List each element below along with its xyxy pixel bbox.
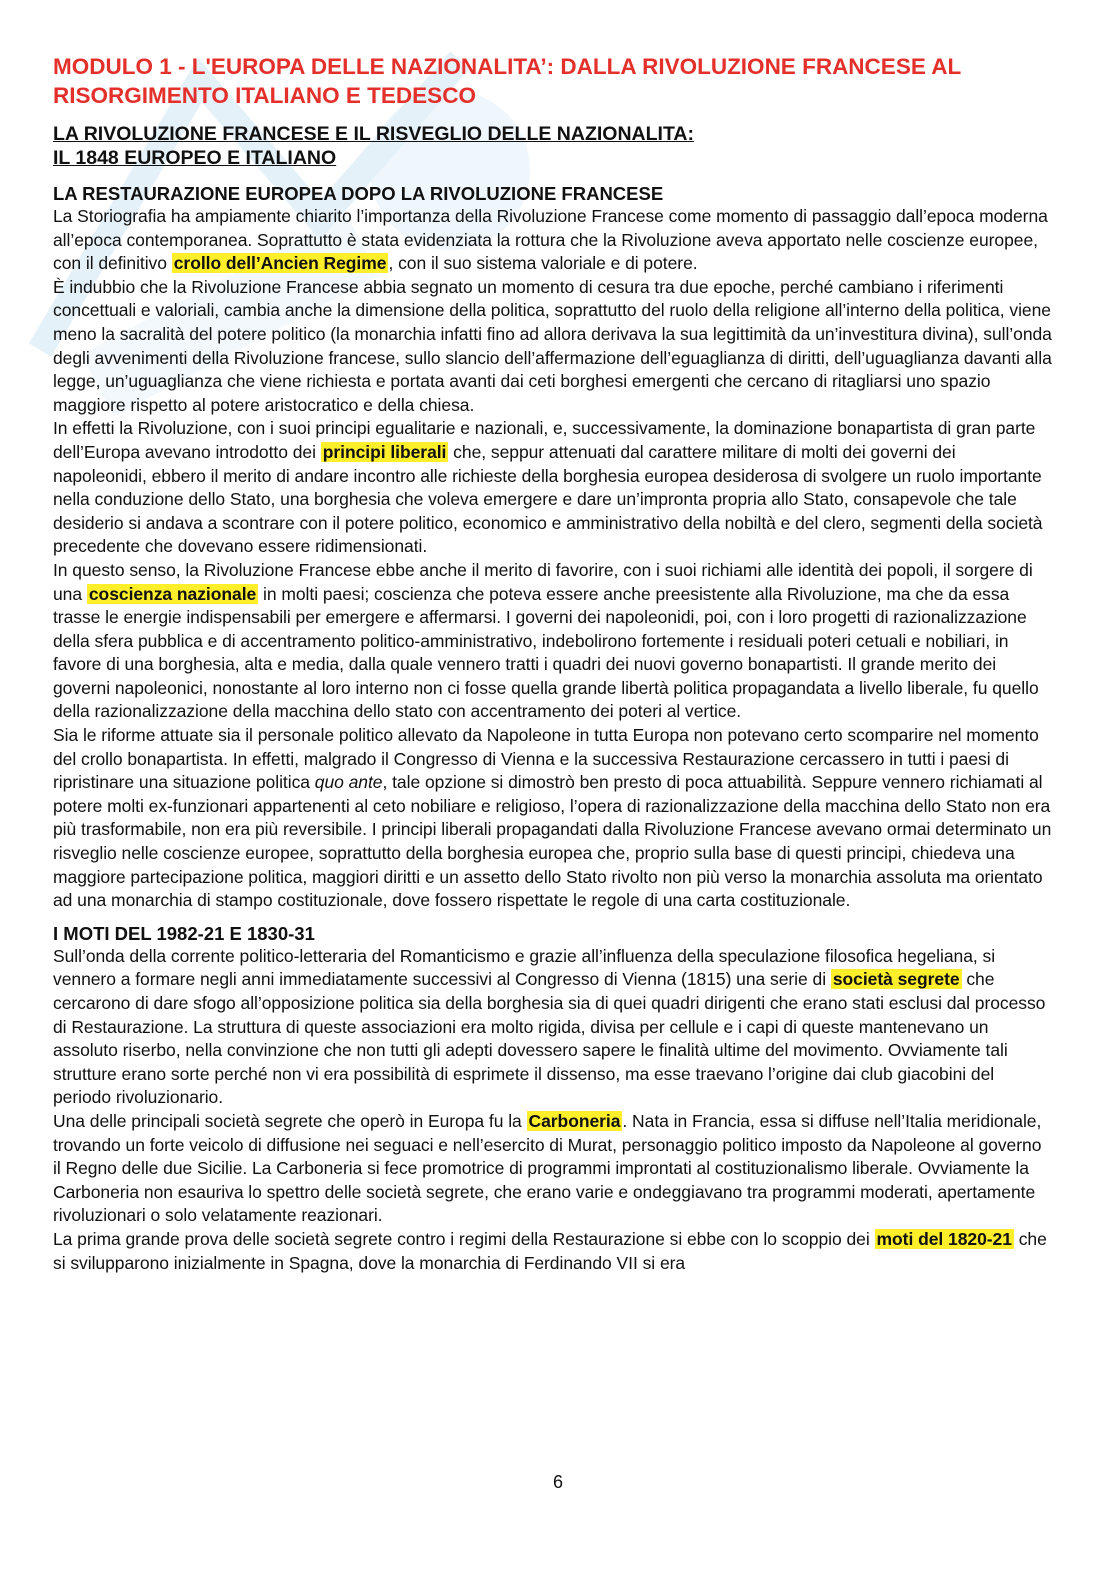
paragraph-6 — [53, 945, 1053, 1110]
highlight-coscienza-nazionale: coscienza nazionale — [88, 583, 257, 604]
section-title-line1: LA RIVOLUZIONE FRANCESE E IL RISVEGLIO DELLE NAZIONALITA: — [53, 123, 694, 145]
section-title-line2: IL 1848 EUROPEO E ITALIANO — [53, 147, 337, 169]
paragraph-6-text-end: che cercarono di dare sfogo all’opposizione politica sia della borghesia sia di quei quadri dirigenti che erano stati esclusi dal processo di Restaurazione. La struttura di queste associazioni era molto rigida, divisa per cellule e i capi di queste mantenevano un assoluto riserbo, nella convinzione che non tutti gli adepti dovessero sapere le finalità ultime del movimento. Ovviamente tali strutture erano sorte perché non vi era possibilità di esprimete il dissenso, ma esse traevano l’origine dai club giacobini del periodo rivoluzionario. — [53, 969, 1046, 1108]
paragraph-4-text: In questo senso, la Rivoluzione Francese ebbe anche il merito di favorire, con i suoi richiami alle identità dei popoli, il sorgere di una — [53, 559, 1033, 604]
paragraph-1-text-end: , con il suo sistema valoriale e di potere. — [388, 253, 698, 274]
subsection-title-moti: I MOTI DEL 1982-21 E 1830-31 — [53, 922, 315, 944]
paragraph-3-text: In effetti la Rivoluzione, con i suoi principi egualitarie e nazionali, e, successivamente, la dominazione bonapartista di gran parte dell’Europa avevano introdotto dei — [53, 418, 1036, 462]
paragraph-7 — [53, 1110, 1053, 1228]
paragraph-6-text: Sull’onda della corrente politico-letteraria del Romanticismo e grazie all’influenza della speculazione filosofica hegeliana, si vennero a formare negli anni immediatamente successivi al Congresso di Vienna (1815) una serie di — [53, 945, 996, 990]
paragraph-1-text: La Storiografia ha ampiamente chiarito l’importanza della Rivoluzione Francese come momento di passaggio dall’epoca moderna all’epoca contemporanea. Soprattutto è stata evidenziata la rottura che la Rivoluzione aveva apportato nelle coscienze europee, con il definitivo — [53, 206, 1048, 274]
paragraph-5 — [53, 724, 1053, 913]
module-title: MODULO 1 - L'EUROPA DELLE NAZIONALITA’: DALLA RIVOLUZIONE FRANCESE AL RISORGIMENTO ITALIANO E TEDESCO — [53, 54, 961, 108]
highlight-ancien-regime: crollo dell’Ancien Regime — [173, 253, 387, 274]
document-page — [53, 52, 1053, 1275]
paragraph-8-text-end: che si svilupparono inizialmente in Spagna, dove la monarchia di Ferdinando VII si era — [53, 1228, 1047, 1273]
paragraph-2: È indubbio che la Rivoluzione Francese abbia segnato un momento di cesura tra due epoche, perché cambiano i riferimenti concettuali e valoriali, cambia anche la dimensione della politica, soprattutto del ruolo della religione all’interno della politica, viene meno la sacralità del potere politico (la monarchia infatti fino ad allora derivava la sua legittimità da un’investitura divina), sull’onda degli avvenimenti della Rivoluzione francese, sullo slancio dell’affermazione dell’eguaglianza di diritti, dell’uguaglianza davanti alla legge, un’uguaglianza che viene richiesta e portata avanti dai ceti borghesi emergenti che cercano di ritagliarsi uno spazio maggiore rispetto al potere aristocratico e della chiesa. — [53, 276, 1052, 415]
paragraph-4 — [53, 559, 1053, 724]
highlight-principi-liberali: principi liberali — [322, 441, 447, 462]
paragraph-5-text: Sia le riforme attuate sia il personale politico allevato da Napoleone in tutta Europa non potevano certo scomparire nel momento del crollo bonapartista. In effetti, malgrado il Congresso di Vienna e la successiva Restaurazione cercassero in tutti i paesi di ripristinare una situazione politica — [53, 725, 1039, 793]
highlight-moti-1820-21: moti del 1820-21 — [876, 1228, 1012, 1249]
paragraph-7-text-end: . Nata in Francia, essa si diffuse nell’Italia meridionale, trovando un forte veicolo di diffusione nei seguaci e nell’esercito di Murat, personaggio politico imposto da Napoleone al governo il Regno delle due Sicilie. La Carboneria si fece promotrice di programmi improntati al costituzionalismo liberale. Ovviamente la Carboneria non esauriva lo spettro delle società segrete, che erano varie e ondeggiavano tra programmi moderati, apertamente rivoluzionari o solo velatamente reazionari. — [53, 1110, 1042, 1226]
paragraph-1 — [53, 205, 1053, 276]
italic-quo-ante: quo ante — [314, 772, 383, 793]
paragraph-5-text-end: , tale opzione si dimostrò ben presto di poca attuabilità. Seppure vennero richiamati al potere molti ex-funzionari appartenenti al ceto nobiliare e religioso, l’opera di razionalizzazione della macchina dello Stato non era più trasformabile, non era più reversibile. I principi liberali propagandati dalla Rivoluzione Francese avevano ormai determinato un risveglio nelle coscienze europee, soprattutto della borghesia europea che, proprio sulla base di questi principi, chiedeva una maggiore partecipazione politica, maggiori diritti e un assetto dello Stato rivolto non più verso la monarchia assoluta ma orientato ad una monarchia di stampo costituzionale, dove fossero rispettate le regole di una carta costituzionale. — [53, 772, 1052, 911]
paragraph-7-text: Una delle principali società segrete che operò in Europa fu la — [53, 1110, 527, 1131]
paragraph-3-text-end: che, seppur attenuati dal carattere militare di molti dei governi dei napoleonidi, ebbero il merito di andare incontro alle richieste della borghesia europea desiderosa di svolgere un ruolo importante nella conduzione dello Stato, una borghesia che voleva emergere e dare un’impronta propria allo Stato, consapevole che tale desiderio si andava a scontrare con il potere politico, economico e amministrativo della nobiltà e del clero, segmenti della società precedente che dovevano essere ridimensionati. — [53, 441, 1043, 557]
paragraph-8 — [53, 1228, 1053, 1275]
paragraph-4-text-end: in molti paesi; coscienza che poteva essere anche preesistente alla Rivoluzione, ma che da essa trasse le energie indispensabili per emergere e affermarsi. I governi dei napoleonidi, poi, con i loro progetti di razionalizzazione della sfera pubblica e di accentramento politico-amministrativo, indebolirono fortemente i residuali poteri cetuali e nobiliari, in favore di una borghesia, alta e media, dalla quale vennero tratti i quadri dei nuovi governo bonapartisti. Il grande merito dei governi napoleonici, nonostante al loro interno non ci fosse quella grande libertà politica propagandata a livello liberale, fu quello della razionalizzazione della macchina dello stato con accentramento dei poteri al vertice. — [53, 583, 1039, 722]
section-title — [53, 122, 1053, 170]
subsection-title-restaurazione: LA RESTAURAZIONE EUROPEA DOPO LA RIVOLUZIONE FRANCESE — [53, 183, 664, 204]
paragraph-3 — [53, 417, 1053, 559]
highlight-societa-segrete: società segrete — [832, 969, 960, 990]
highlight-carboneria: Carboneria — [528, 1110, 621, 1131]
page-number: 6 — [552, 1472, 563, 1492]
paragraph-8-text: La prima grande prova delle società segrete contro i regimi della Restaurazione si ebbe con lo scoppio dei — [53, 1228, 875, 1249]
